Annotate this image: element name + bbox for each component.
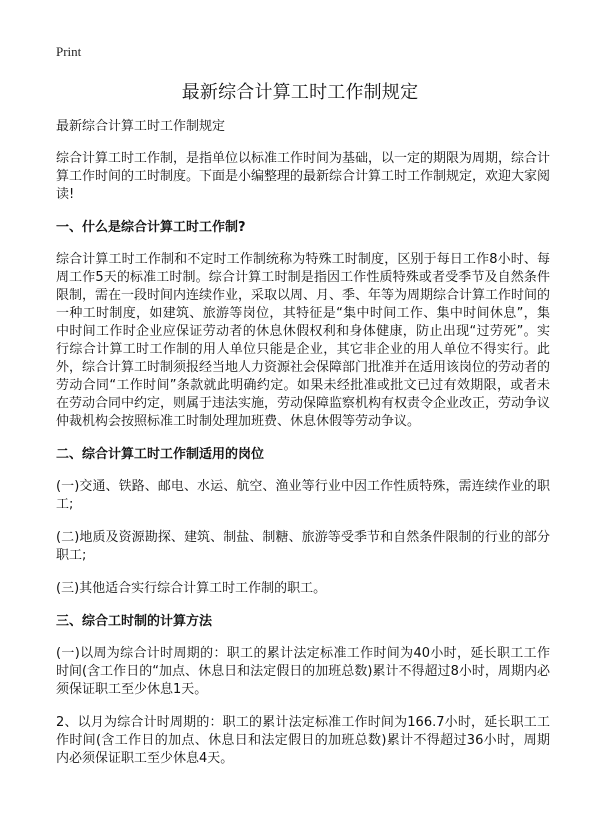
section-3-item: (一)以周为综合计时周期的：职工的累计法定标准工作时间为40小时，延长职工工作时间(含工作日的“加点、休息日和法定假日的加班总数)累计不得超过8小时，周期内必须保证职工至少休息1天。	[56, 646, 550, 697]
section-2-item: (三)其他适合实行综合计算工时工作制的职工。	[56, 581, 327, 596]
page-title: 最新综合计算工时工作制规定	[181, 82, 419, 103]
section-3-item: 2、以月为综合计时周期的：职工的累计法定标准工作时间为166.7小时，延长职工工作时间(含工作日的加点、休息日和法定假日的加班总数)累计不得超过36小时，周期内必须保证职工至少休息4天。	[56, 715, 550, 766]
section-1-paragraph: 综合计算工时工作制和不定时工作制统称为特殊工时制度，区别于每日工作8小时、每周工作5天的标准工时制。综合计算工时制是指因工作性质特殊或者受季节及自然条件限制，需在一段时间内连续作业，采取以周、月、季、年等为周期综合计算工作时间的一种工时制度，如建筑、旅游等岗位，其特征是“集中时间工作、集中时间休息”，集中时间工作时企业应保证劳动者的休息休假权利和身体健康，防止出现“过劳死”。实行综合计算工时工作制的用人单位只能是企业，其它非企业的用人单位不得实行。此外，综合计算工时制须报经当地人力资源社会保障部门批准并在适用该岗位的劳动者的劳动合同“工作时间”条款就此明确约定。如果未经批准或批文已过有效期限，或者未在劳动合同中约定，则属于违法实施，劳动保障监察机构有权责令企业改正，劳动争议仲裁机构会按照标准工时制处理加班费、休息休假等劳动争议。	[56, 252, 551, 429]
section-2-item: (一)交通、铁路、邮电、水运、航空、渔业等行业中因工作性质特殊，需连续作业的职工;	[56, 479, 550, 512]
article-subtitle: 最新综合计算工时工作制规定	[56, 119, 226, 134]
section-heading-3: 三、综合工时制的计算方法	[56, 614, 213, 629]
article-body	[56, 118, 550, 783]
section-2-item: (二)地质及资源勘探、建筑、制盐、制糖、旅游等受季节和自然条件限制的行业的部分职工;	[56, 530, 550, 563]
print-link[interactable]: Print	[56, 44, 82, 59]
section-heading-1: 一、什么是综合计算工时工作制?	[56, 220, 246, 235]
intro-paragraph: 综合计算工时工作制，是指单位以标准工作时间为基础，以一定的期限为周期，综合计算工作时间的工时制度。下面是小编整理的最新综合计算工时工作制规定，欢迎大家阅读!	[56, 151, 551, 202]
section-heading-2: 二、综合计算工时工作制适用的岗位	[56, 447, 265, 462]
